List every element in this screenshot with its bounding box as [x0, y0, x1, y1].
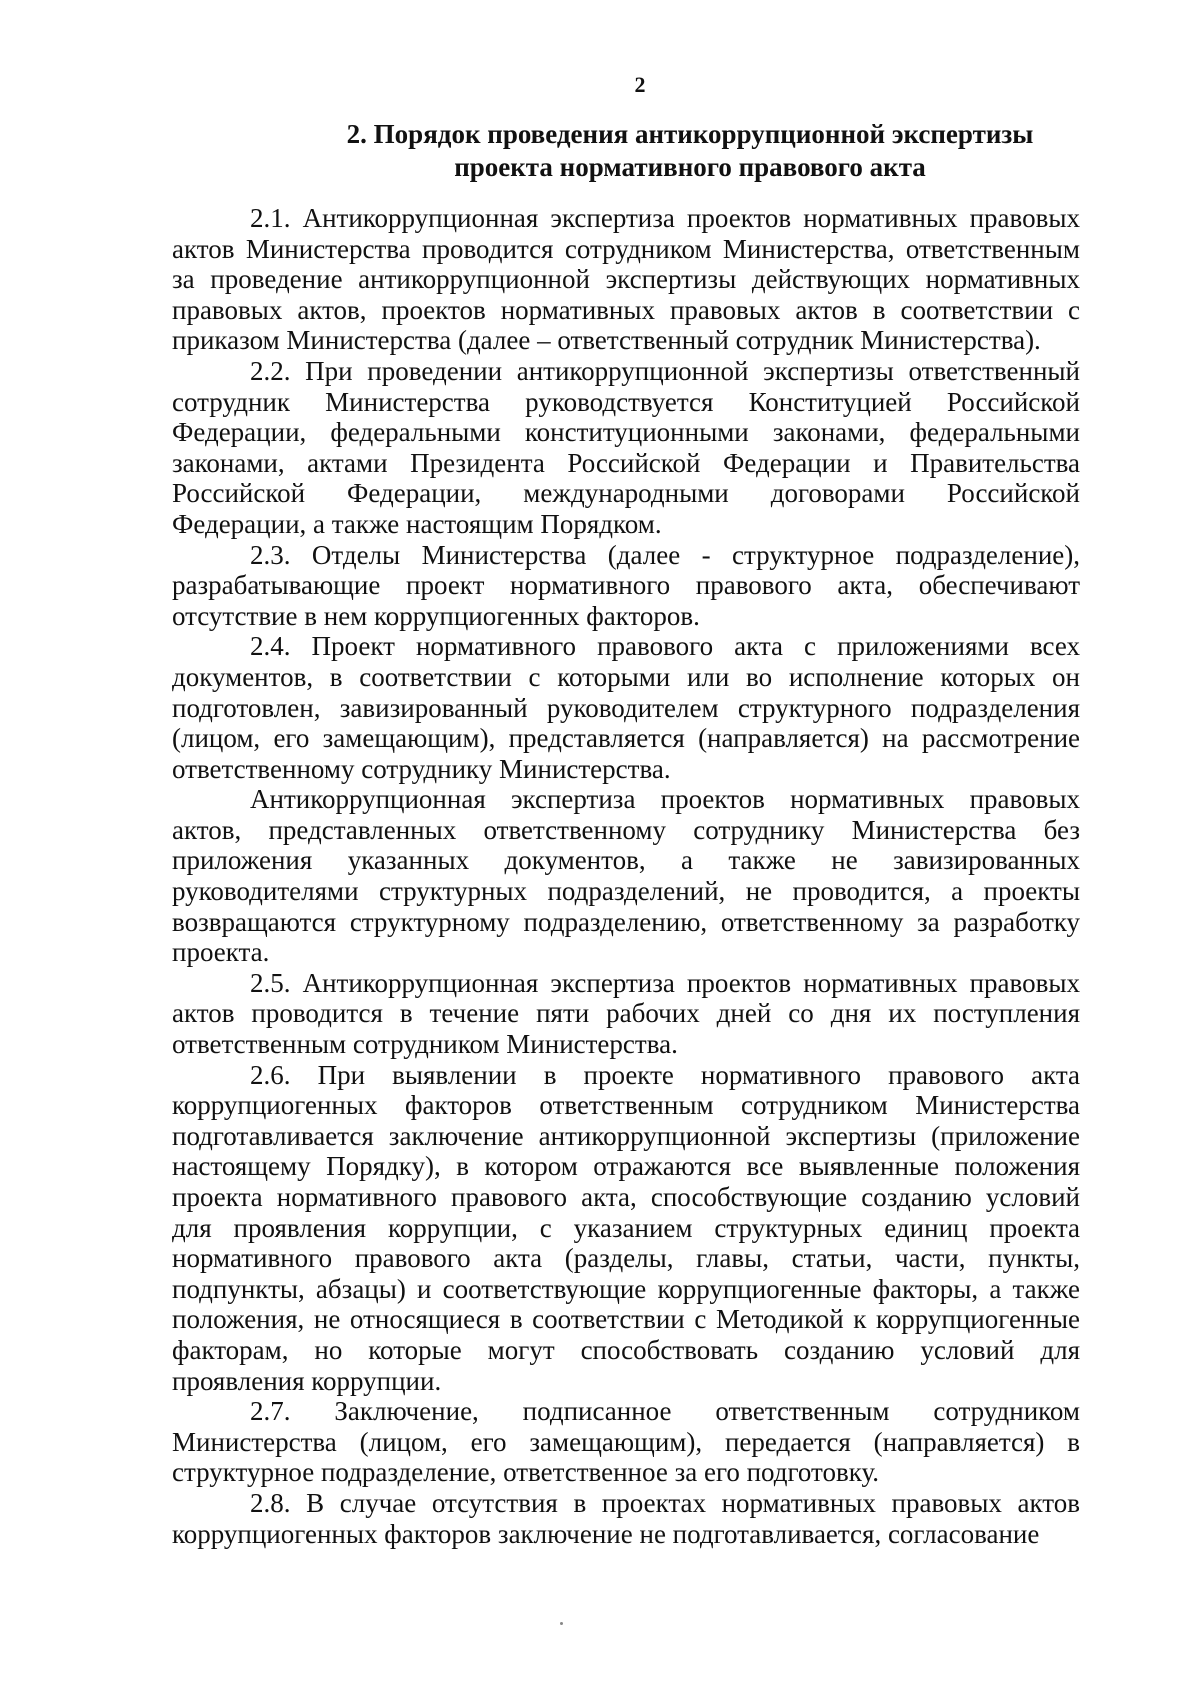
paragraph-number: 2.4.: [250, 631, 291, 662]
section-heading-line-1: 2. Порядок проведения антикоррупционной экспертизы: [346, 119, 1034, 149]
paragraph-text: Проект нормативного правового акта с приложениями всех документов, в соответствии с которыми или во исполнение которых он подготовлен, завизированный руководителем структурного подразделения (лицом, его замещающим), представляется (направляется) на рассмотрение ответственному сотруднику Министерства.: [172, 631, 1080, 784]
paragraph-number: 2.8.: [250, 1487, 291, 1518]
paragraph-number: 2.1.: [250, 203, 291, 233]
paragraph-2-4: [172, 631, 1080, 784]
paragraph-text: Антикоррупционная экспертиза проектов нормативных правовых актов Министерства проводится сотрудником Министерства, ответственным за проведение антикоррупционной экспертизы действующих нормативных правовых актов, проектов нормативных правовых актов в соответствии с приказом Министерства (далее – ответственный сотрудник Министерства).: [172, 203, 1080, 356]
paragraph-number: 2.3.: [250, 539, 291, 570]
paragraph-text: Заключение, подписанное ответственным сотрудником Министерства (лицом, его замещающим), передается (направляется) в структурное подразделение, ответственное за его подготовку.: [172, 1396, 1080, 1488]
paragraph-text: При проведении антикоррупционной экспертизы ответственный сотрудник Министерства руководствуется Конституцией Российской Федерации, федеральными конституционными законами, федеральными законами, актами Президента Российской Федерации и Правительства Российской Федерации, международными договорами Российской Федерации, а также настоящим Порядком.: [172, 355, 1080, 539]
paragraph-text: Антикоррупционная экспертиза проектов нормативных правовых актов проводится в течение пяти рабочих дней со дня их поступления ответственным сотрудником Министерства.: [172, 967, 1080, 1060]
paragraph-2-7: [172, 1396, 1080, 1488]
paragraph-text: В случае отсутствия в проектах нормативных правовых актов коррупциогенных факторов заключение не подготавливается, согласование: [172, 1487, 1080, 1549]
paragraph-number: 2.5.: [250, 967, 291, 998]
paragraph-text: Отделы Министерства (далее - структурное подразделение), разрабатывающие проект нормативного правового акта, обеспечивают отсутствие в нем коррупциогенных факторов.: [172, 539, 1080, 631]
paragraph-number: 2.2.: [250, 355, 291, 386]
paragraph-2-6: [172, 1060, 1080, 1397]
paragraph-number: 2.6.: [250, 1059, 291, 1090]
paragraph-2-5: [172, 968, 1080, 1060]
paragraph-text: Антикоррупционная экспертиза проектов нормативных правовых актов, представленных ответственному сотруднику Министерства без приложения указанных документов, а также не завизированных руководителями структурных подразделений, не проводится, а проекты возвращаются структурному подразделению, ответственному за разработку проекта.: [172, 784, 1080, 968]
document-body: [172, 203, 1080, 1549]
paragraph-number: 2.7.: [250, 1396, 291, 1427]
section-heading: [300, 118, 1080, 184]
paragraph-2-4-continued: [172, 784, 1080, 968]
page-number: 2: [634, 72, 646, 97]
paragraph-2-8: [172, 1488, 1080, 1549]
section-heading-line-2: проекта нормативного правового акта: [454, 152, 926, 182]
paragraph-2-3: [172, 540, 1080, 632]
paragraph-text: При выявлении в проекте нормативного правового акта коррупциогенных факторов ответственным сотрудником Министерства подготавливается заключение антикоррупционной экспертизы (приложение настоящему Порядку), в котором отражаются все выявленные положения проекта нормативного правового акта, способствующие созданию условий для проявления коррупции, с указанием структурных единиц проекта нормативного правового акта (разделы, главы, статьи, части, пункты, подпункты, абзацы) и соответствующие коррупциогенные факторы, а также положения, не относящиеся в соответствии с Методикой к коррупциогенные факторам, но которые могут способствовать созданию условий для проявления коррупции.: [172, 1059, 1080, 1396]
paragraph-2-1: [172, 203, 1080, 356]
paragraph-2-2: [172, 356, 1080, 540]
scan-speck: [560, 1622, 563, 1625]
